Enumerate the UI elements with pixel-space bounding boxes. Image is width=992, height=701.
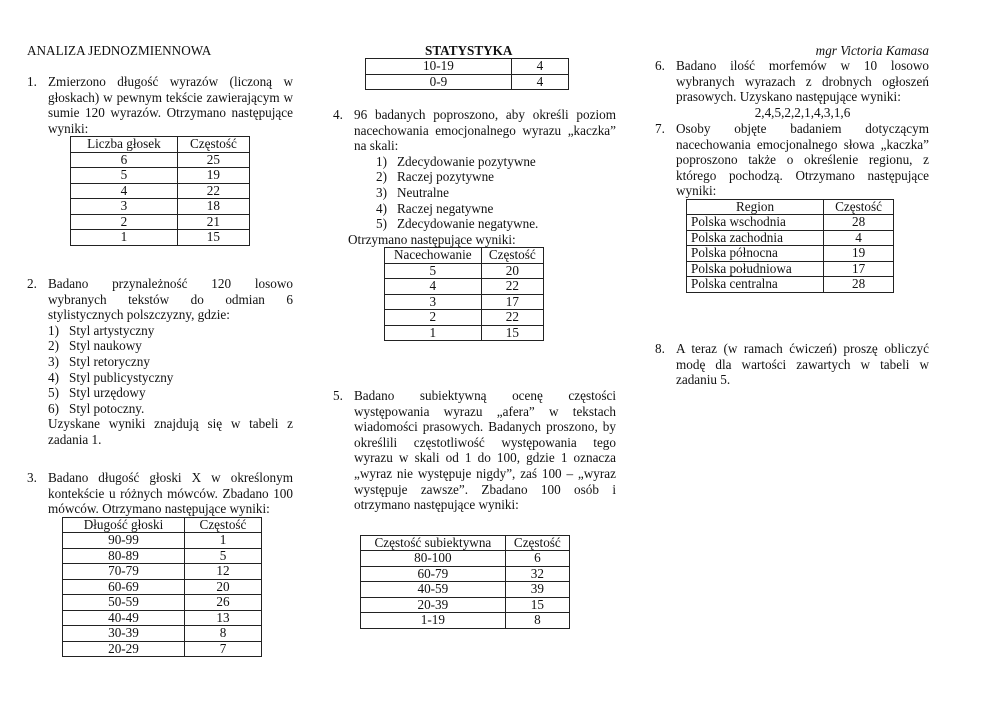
- task-text: Badano subiektywną ocenę częstości występowania wyrazu „afera” w tekstach wiadomości prasowych. Badanych proszono, by określili częstotliwość występowania tego wyrazu w skali od 1 do 100, gdzie 1 oznacza „wyraz nie występuje nigdy”, zaś 100 – „wyraz występuje zawsze”. Zbadano 100 osób i otrzymano następujące wyniki:: [354, 388, 616, 513]
- table-header-cell: Częstość: [177, 137, 249, 153]
- list-item-number: 5): [48, 385, 59, 401]
- task-4: [333, 107, 616, 341]
- table-row: [687, 230, 894, 246]
- table-cell: 20-29: [63, 641, 185, 657]
- task-3: [27, 470, 293, 657]
- list-item-label: Styl urzędowy: [69, 385, 146, 401]
- task-number: 8.: [655, 341, 665, 356]
- list-item: [48, 338, 293, 354]
- table-cell: 25: [177, 152, 249, 168]
- table-cell: 40-49: [63, 610, 185, 626]
- table-cell: 90-99: [63, 533, 185, 549]
- list-item-label: Zdecydowanie pozytywne: [397, 153, 536, 169]
- table-cell: 20: [481, 263, 543, 279]
- task-values: 2,4,5,2,2,1,4,3,1,6: [754, 104, 851, 120]
- list-item-label: Zdecydowanie negatywne.: [397, 216, 539, 232]
- list-item-label: Styl potoczny.: [69, 400, 145, 416]
- table-cell: 60-79: [361, 566, 506, 582]
- table-row: [385, 310, 544, 326]
- list-item: [48, 323, 293, 339]
- table-cell: 40-59: [361, 582, 506, 598]
- table-cell: 22: [481, 310, 543, 326]
- table-cell: 8: [505, 613, 569, 629]
- table-cell: 4: [511, 59, 568, 75]
- list-item-number: 4): [376, 200, 387, 216]
- table-cell: 60-69: [63, 579, 185, 595]
- table-cell: 80-100: [361, 551, 506, 567]
- list-item: [48, 401, 293, 417]
- table-cell: 8: [184, 626, 261, 642]
- table-cell: 70-79: [63, 564, 185, 580]
- list-item: [376, 216, 616, 232]
- table-cell: 28: [824, 277, 894, 293]
- list-item-label: Raczej negatywne: [397, 200, 494, 216]
- task-text: A teraz (w ramach ćwiczeń) proszę obliczyć modę dla wartości zawartych w tabeli w zadaniu 5.: [676, 341, 929, 388]
- table-row: [63, 595, 262, 611]
- table-cell: 1: [385, 325, 482, 341]
- list-item-number: 2): [48, 338, 59, 354]
- table-header-row: [63, 517, 262, 533]
- table-cell: 5: [385, 263, 482, 279]
- table-cell: 32: [505, 566, 569, 582]
- list-item-number: 1): [376, 153, 387, 169]
- table-header-cell: Nacechowanie: [385, 248, 482, 264]
- list-item-number: 6): [48, 400, 59, 416]
- task-number: 6.: [655, 58, 665, 73]
- table-cell: 26: [184, 595, 261, 611]
- table-emotion: [384, 247, 544, 341]
- table-cell: 4: [511, 74, 568, 90]
- table-row: [385, 294, 544, 310]
- task-text: Badano przynależność 120 losowo wybranych tekstów do odmian 6 stylistycznych polszczyzny, gdzie:: [48, 276, 293, 323]
- table-row: [385, 325, 544, 341]
- table-region: [686, 199, 894, 293]
- task-number: 2.: [27, 276, 37, 291]
- list-item-number: 4): [48, 369, 59, 385]
- task-5: [333, 388, 616, 629]
- list-item: [376, 185, 616, 201]
- table-cell: 2: [71, 214, 178, 230]
- list-item-label: Styl publicystyczny: [69, 369, 174, 385]
- list-item-number: 1): [48, 322, 59, 338]
- table-cell: Polska wschodnia: [687, 215, 824, 231]
- table-header-cell: Częstość subiektywna: [361, 535, 506, 551]
- task-text: Badano długość głoski X w określonym kontekście u różnych mówców. Zbadano 100 mówców. Otrzymano następujące wyniki:: [48, 470, 293, 517]
- list-item: [48, 370, 293, 386]
- list-item-label: Neutralne: [397, 184, 449, 200]
- list-item-number: 5): [376, 216, 387, 232]
- table-row: [361, 582, 570, 598]
- table-header-cell: Liczba głosek: [71, 137, 178, 153]
- author: mgr Victoria Kamasa: [815, 43, 929, 58]
- task-8: [655, 341, 929, 388]
- table-header-row: [385, 248, 544, 264]
- table-continued: [365, 58, 569, 90]
- table-row: [687, 277, 894, 293]
- table-cell: 22: [481, 279, 543, 295]
- list-item-label: Styl retoryczny: [69, 353, 150, 369]
- table-header-row: [71, 137, 250, 153]
- table-header-cell: Region: [687, 199, 824, 215]
- table-cell: Polska centralna: [687, 277, 824, 293]
- table-cell: 19: [824, 246, 894, 262]
- table-row: [63, 533, 262, 549]
- list-item-number: 2): [376, 169, 387, 185]
- table-cell: 1: [71, 230, 178, 246]
- table-row: [63, 579, 262, 595]
- table-cell: 15: [481, 325, 543, 341]
- table-row: [63, 641, 262, 657]
- table-cell: 5: [184, 548, 261, 564]
- table-cell: 4: [71, 183, 178, 199]
- table-cell: 6: [505, 551, 569, 567]
- table-cell: 15: [177, 230, 249, 246]
- table-row: [71, 199, 250, 215]
- table-cell: 80-89: [63, 548, 185, 564]
- table-cell: 22: [177, 183, 249, 199]
- task-number: 1.: [27, 74, 37, 89]
- table-word-length: [70, 136, 250, 246]
- table-cell: 18: [177, 199, 249, 215]
- table-cell: 12: [184, 564, 261, 580]
- task-number: 4.: [333, 107, 343, 122]
- task-tail: Uzyskane wyniki znajdują się w tabeli z zadania 1.: [48, 416, 293, 447]
- list-item-number: 3): [376, 184, 387, 200]
- table-cell: 3: [385, 294, 482, 310]
- table-row: [71, 152, 250, 168]
- table-cell: 30-39: [63, 626, 185, 642]
- table-cell: 6: [71, 152, 178, 168]
- table-cell: Polska zachodnia: [687, 230, 824, 246]
- list-item-label: Styl naukowy: [69, 338, 142, 354]
- list-item: [376, 154, 616, 170]
- task-7: [655, 121, 929, 293]
- table-row: [361, 613, 570, 629]
- table-row: [366, 59, 569, 75]
- list-item: [376, 169, 616, 185]
- table-row: [71, 168, 250, 184]
- style-list: [48, 323, 293, 417]
- list-item-label: Raczej pozytywne: [397, 169, 495, 185]
- table-row: [361, 551, 570, 567]
- center-title: STATYSTYKA: [425, 43, 513, 58]
- table-row: [71, 183, 250, 199]
- table-header-cell: Częstość: [481, 248, 543, 264]
- table-cell: 10-19: [366, 59, 512, 75]
- table-cell: 5: [71, 168, 178, 184]
- table-cell: 21: [177, 214, 249, 230]
- table-header-row: [361, 535, 570, 551]
- task-text: Badano ilość morfemów w 10 losowo wybranych wyrazach z drobnych ogłoszeń prasowych. Uzyskano następujące wyniki:: [676, 58, 929, 105]
- table-row: [687, 215, 894, 231]
- table-cell: 20-39: [361, 597, 506, 613]
- table-row: [361, 566, 570, 582]
- table-row: [71, 214, 250, 230]
- table-row: [63, 610, 262, 626]
- table-cell: 4: [385, 279, 482, 295]
- list-item: [48, 385, 293, 401]
- task-1: [27, 74, 293, 246]
- task-text: Osoby objęte badaniem dotyczącym nacechowania emocjonalnego słowa „kaczka” poproszono także o określenie regionu, z którego pochodzą. Otrzymano następujące wyniki:: [676, 121, 929, 199]
- task-2: [27, 276, 293, 448]
- task-number: 3.: [27, 470, 37, 485]
- table-cell: 20: [184, 579, 261, 595]
- table-cell: 19: [177, 168, 249, 184]
- table-cell: 28: [824, 215, 894, 231]
- table-cell: 15: [505, 597, 569, 613]
- table-row: [71, 230, 250, 246]
- table-cell: 0-9: [366, 74, 512, 90]
- table-header-cell: Długość głoski: [63, 517, 185, 533]
- left-title: ANALIZA JEDNOZMIENNOWA: [27, 43, 212, 58]
- table-row: [687, 246, 894, 262]
- table-row: [385, 279, 544, 295]
- table-cell: 50-59: [63, 595, 185, 611]
- task-text: 96 badanych poproszono, aby określi poziom nacechowania emocjonalnego wyrazu „kaczka” na skali:: [354, 107, 616, 154]
- table-cell: 1-19: [361, 613, 506, 629]
- task-text: Zmierzono długość wyrazów (liczoną w głoskach) w pewnym tekście zawierającym w sumie 120 wyrazów. Otrzymano następujące wyniki:: [48, 74, 293, 136]
- table-subjective-frequency: [360, 535, 570, 629]
- list-item-number: 3): [48, 353, 59, 369]
- table-cell: 17: [481, 294, 543, 310]
- table-cell: Polska południowa: [687, 261, 824, 277]
- table-cell: 2: [385, 310, 482, 326]
- table-row: [687, 261, 894, 277]
- table-header-cell: Częstość: [824, 199, 894, 215]
- table-cell: 13: [184, 610, 261, 626]
- table-row: [366, 74, 569, 90]
- task-number: 5.: [333, 388, 343, 403]
- task-6: [655, 58, 929, 120]
- table-header-cell: Częstość: [184, 517, 261, 533]
- list-item: [48, 354, 293, 370]
- task-number: 7.: [655, 121, 665, 136]
- table-row: [63, 548, 262, 564]
- list-item-label: Styl artystyczny: [69, 322, 155, 338]
- table-cell: 1: [184, 533, 261, 549]
- table-header-row: [687, 199, 894, 215]
- table-cell: 7: [184, 641, 261, 657]
- list-item: [376, 201, 616, 217]
- table-cell: 3: [71, 199, 178, 215]
- table-cell: Polska północna: [687, 246, 824, 262]
- table-sound-length: [62, 517, 262, 658]
- table-row: [63, 626, 262, 642]
- table-row: [385, 263, 544, 279]
- table-header-cell: Częstość: [505, 535, 569, 551]
- task-tail: Otrzymano następujące wyniki:: [348, 231, 516, 247]
- scale-list: [376, 154, 616, 232]
- table-cell: 17: [824, 261, 894, 277]
- table-cell: 39: [505, 582, 569, 598]
- table-row: [63, 564, 262, 580]
- table-cell: 4: [824, 230, 894, 246]
- table-row: [361, 597, 570, 613]
